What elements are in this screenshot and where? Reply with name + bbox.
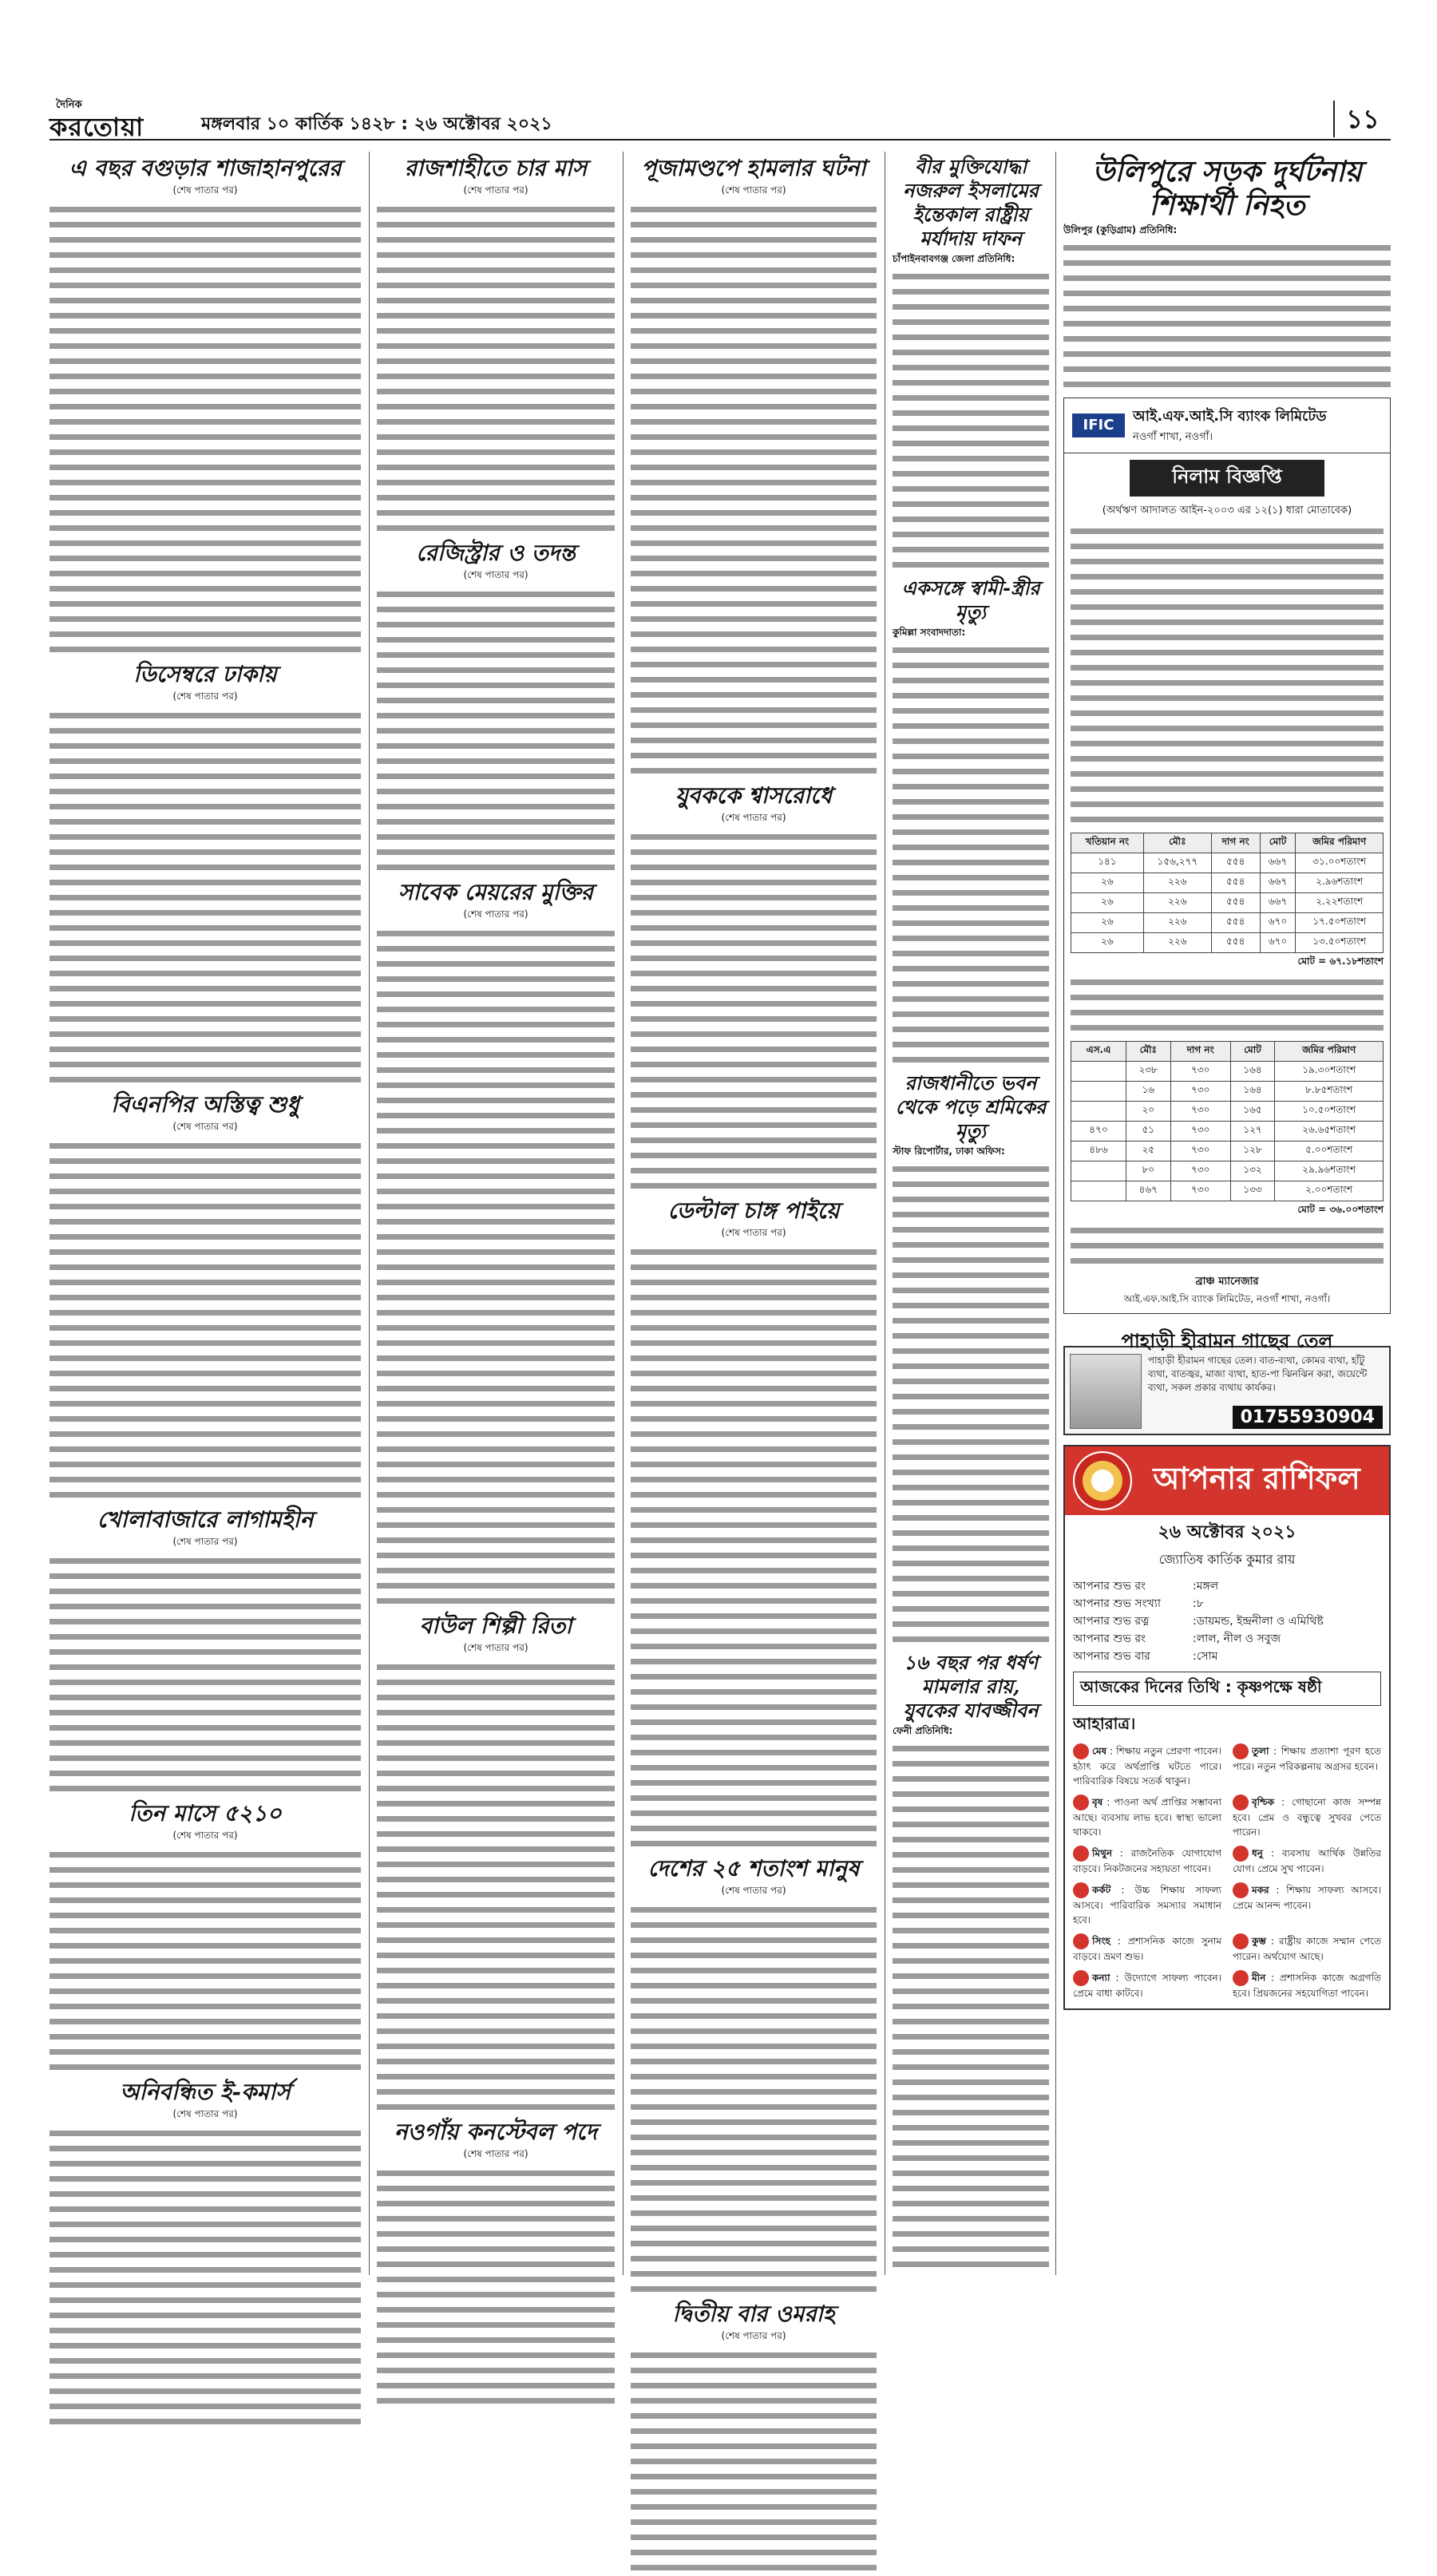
- bank-branch: নওগাঁ শাখা, নওগাঁ।: [1133, 431, 1213, 443]
- headline: রাজশাহীতে চার মাস: [404, 155, 588, 181]
- lucky-item-value: ডায়মন্ড, ইন্দ্রনীলা ও এমিথিষ্ট: [1196, 1615, 1324, 1628]
- table-cell: ২৬: [1071, 893, 1144, 913]
- zodiac-symbol-icon: [1073, 1743, 1089, 1759]
- table-total: মোট = ৬৭.১৮শতাংশ: [1297, 956, 1384, 967]
- table-cell: ৫৫৪: [1211, 933, 1260, 953]
- lucky-item-row: আপনার শুভ রং : মঙ্গল: [1073, 1577, 1381, 1595]
- page-header: [49, 99, 1391, 142]
- oil-advertisement: [1063, 1330, 1391, 1435]
- article-body: [631, 1245, 877, 1852]
- zodiac-sign: মিথুন : রাজনৈতিক যোগাযোগ বাড়বে। নিকটজনের সহায়তা পাবেন।: [1073, 1846, 1221, 1876]
- article-body: [377, 1660, 615, 2115]
- lucky-item-row: আপনার শুভ রত্ন : ডায়মন্ড, ইন্দ্রনীলা ও এমিথিষ্ট: [1073, 1612, 1381, 1630]
- table-cell: ১০.৫০শতাংশ: [1275, 1102, 1384, 1122]
- table-cell: ২২৬: [1143, 873, 1211, 893]
- zodiac-sign: তুলা : শিক্ষায় প্রত্যাশা পূরণ হতে পারে। নতুন পরিকল্পনায় অগ্রসর হবেন।: [1233, 1743, 1381, 1788]
- zodiac-name: মিথুন: [1092, 1847, 1113, 1859]
- table-cell: ৫১: [1126, 1122, 1170, 1142]
- headline: নওগাঁয় কনস্টেবল পদে: [394, 2119, 598, 2145]
- article-body: [377, 2166, 615, 2409]
- lucky-item-row: আপনার শুভ বার : সোম: [1073, 1648, 1381, 1665]
- article-body: [631, 203, 877, 779]
- advertiser-photo: [1070, 1354, 1142, 1429]
- zodiac-sign: ধনু : ব্যবসায় আর্থিক উন্নতির যোগ। প্রেমে সুখ পাবেন।: [1233, 1846, 1381, 1876]
- lucky-item-label: আপনার শুভ বার: [1073, 1650, 1150, 1663]
- table-header-cell: জমির পরিমাণ: [1296, 833, 1384, 853]
- zodiac-sign: বৃষ : পাওনা অর্থ প্রাপ্তির সম্ভাবনা আছে। ব্যবসায় লাভ হবে। স্বাস্থ্য ভালো থাকবে।: [1073, 1794, 1221, 1839]
- horoscope-date: ২৬ অক্টোবর ২০২১: [1158, 1522, 1296, 1542]
- table-cell: ২২৬: [1143, 913, 1211, 933]
- article-body: [49, 203, 361, 658]
- zodiac-symbol-icon: [1233, 1970, 1249, 1986]
- article-body: [1063, 241, 1391, 393]
- signatory: ব্রাঞ্চ ম্যানেজার: [1195, 1276, 1259, 1288]
- table-cell: ১২৭: [1230, 1122, 1275, 1142]
- headline: অনিবন্ধিত ই-কমার্স: [120, 2079, 291, 2105]
- table-cell: ২.৯৬শতাংশ: [1296, 873, 1384, 893]
- headline: এ বছর বগুড়ার শাজাহানপুরের: [69, 155, 342, 181]
- zodiac-symbol-icon: [1233, 1846, 1249, 1862]
- continuation-note: (শেষ পাতার পর): [721, 1885, 786, 1896]
- ahara-heading: আহারাত্র।: [1073, 1714, 1136, 1733]
- headline: পূজামণ্ডপে হামলার ঘটনা: [641, 155, 866, 181]
- issue-date: মঙ্গলবার ১০ কার্তিক ১৪২৮ : ২৬ অক্টোবর ২০২১: [201, 114, 552, 134]
- notice-body: [1064, 524, 1390, 828]
- table-row: [1071, 1122, 1384, 1142]
- table-cell: ৫৫৪: [1211, 913, 1260, 933]
- zodiac-name: ধনু: [1252, 1847, 1263, 1859]
- zodiac-sign: সিংহ : প্রশাসনিক কাজে সুনাম বাড়বে। ভ্রমণ শুভ।: [1073, 1933, 1221, 1964]
- zodiac-text: গোছানো কাজ সম্পন্ন হবে। প্রেম ও বন্ধুত্বে সুখবর পেতে পারেন।: [1233, 1796, 1381, 1838]
- table-cell: ২৬: [1071, 873, 1144, 893]
- bank-brand: [1064, 398, 1390, 453]
- table-row: [1071, 913, 1384, 933]
- zodiac-name: বৃশ্চিক: [1252, 1796, 1275, 1808]
- zodiac-wheel-icon: [1073, 1451, 1132, 1510]
- table-cell: ২৫: [1126, 1142, 1170, 1161]
- column-4: [893, 152, 1049, 2275]
- zodiac-text: প্রশাসনিক কাজে সুনাম বাড়বে। ভ্রমণ শুভ।: [1073, 1935, 1221, 1962]
- lucky-item-row: আপনার শুভ সংখ্যা : ৮: [1073, 1595, 1381, 1612]
- zodiac-symbol-icon: [1073, 1970, 1089, 1986]
- table-header-cell: খতিয়ান নং: [1071, 833, 1144, 853]
- headline: বিএনপির অস্তিত্ব শুধু: [111, 1091, 299, 1118]
- table-row: [1071, 1062, 1384, 1082]
- property-table: [1071, 833, 1384, 953]
- headline: বাউল শিল্পী রিতা: [419, 1612, 572, 1639]
- headline: ডেল্টাল চাঙ্গ পাইয়ে: [667, 1197, 840, 1224]
- schedule-2: [1064, 1036, 1390, 1224]
- table-cell: ১২৮: [1230, 1142, 1275, 1161]
- table-row: [1071, 933, 1384, 953]
- table-cell: ৭৩০: [1170, 1142, 1230, 1161]
- auction-act: (অর্থঋণ আদালত আইন-২০০৩ এর ১২(১) ধারা মোতাবেক): [1102, 505, 1352, 516]
- column-divider: [1055, 152, 1056, 2275]
- zodiac-symbol-icon: [1073, 1794, 1089, 1810]
- table-cell: ১৭.৫০শতাংশ: [1296, 913, 1384, 933]
- table-cell: ৫৫৪: [1211, 893, 1260, 913]
- table-cell: ৪৭০: [1071, 1122, 1126, 1142]
- article-body: [893, 1162, 1049, 1648]
- table-cell: ২৬: [1071, 913, 1144, 933]
- horoscope-title: আপনার রাশিফল: [1153, 1461, 1360, 1496]
- headline: দেশের ২৫ শতাংশ মানুষ: [647, 1855, 860, 1882]
- table-header-cell: মোট: [1260, 833, 1296, 853]
- bank-name: আই.এফ.আই.সি ব্যাংক লিমিটেড: [1133, 408, 1327, 425]
- table-header-cell: মৌঃ: [1143, 833, 1211, 853]
- article-body: [631, 2348, 877, 2576]
- zodiac-text: শিক্ষায় প্রত্যাশা পূরণ হতে পারে। নতুন পরিকল্পনায় অগ্রসর হবেন।: [1233, 1745, 1381, 1772]
- table-row: [1071, 1082, 1384, 1102]
- zodiac-name: মকর: [1252, 1884, 1269, 1896]
- ad-title: পাহাড়ী হীরামন গাছের তেল: [1121, 1330, 1333, 1352]
- continuation-note: (শেষ পাতার পর): [721, 812, 786, 823]
- table-cell: ২২৬: [1143, 893, 1211, 913]
- headline: খোলাবাজারে লাগামহীন: [97, 1506, 314, 1533]
- table-cell: ২০: [1126, 1102, 1170, 1122]
- table-cell: ২৯.৯৬শতাংশ: [1275, 1161, 1384, 1181]
- lucky-items: [1065, 1577, 1389, 1665]
- table-cell: ৬৬৭: [1260, 873, 1296, 893]
- article-body: [893, 1742, 1049, 2273]
- zodiac-sign: কর্কট : উচ্চ শিক্ষায় সাফল্য আসবে। পারিবারিক সমস্যার সমাধান হবে।: [1073, 1882, 1221, 1927]
- lucky-item-value: লাল, নীল ও সবুজ: [1196, 1632, 1281, 1645]
- table-header-cell: মোট: [1230, 1042, 1275, 1062]
- zodiac-name: সিংহ: [1092, 1935, 1110, 1947]
- table-row: [1071, 1142, 1384, 1161]
- table-cell: ৭৩০: [1170, 1062, 1230, 1082]
- table-row: [1071, 1161, 1384, 1181]
- byline: স্টাফ রিপোর্টার, ঢাকা অফিস:: [893, 1146, 1005, 1157]
- newspaper-logo: [49, 97, 177, 140]
- column-2: [377, 152, 615, 2275]
- table-cell: ২.২২শতাংশ: [1296, 893, 1384, 913]
- zodiac-sign: বৃশ্চিক : গোছানো কাজ সম্পন্ন হবে। প্রেম ও বন্ধুত্বে সুখবর পেতে পারেন।: [1233, 1794, 1381, 1839]
- zodiac-symbol-icon: [1233, 1794, 1249, 1810]
- zodiac-symbol-icon: [1073, 1846, 1089, 1862]
- table-cell: ৩১.০০শতাংশ: [1296, 853, 1384, 873]
- page-number: ১১: [1333, 101, 1391, 137]
- zodiac-name: বৃষ: [1092, 1796, 1103, 1808]
- continuation-note: (শেষ পাতার পর): [463, 908, 528, 920]
- table-cell: ২৩৮: [1126, 1062, 1170, 1082]
- byline: চাঁপাইনবাবগঞ্জ জেলা প্রতিনিধি:: [893, 253, 1015, 264]
- article-body: [893, 270, 1049, 573]
- table-cell: [1071, 1062, 1126, 1082]
- lucky-item-value: সোম: [1196, 1650, 1218, 1663]
- table-cell: ১৪১: [1071, 853, 1144, 873]
- article-body: [49, 1139, 361, 1503]
- article-body: [377, 588, 615, 876]
- table-cell: ১৬৪: [1230, 1062, 1275, 1082]
- logo-name: করতোয়া: [49, 112, 144, 142]
- article-body: [49, 1554, 361, 1797]
- table-cell: ৫৫৪: [1211, 853, 1260, 873]
- table-cell: ২২৬: [1143, 933, 1211, 953]
- zodiac-symbol-icon: [1233, 1882, 1249, 1898]
- lucky-item-label: আপনার শুভ সংখ্যা: [1073, 1597, 1161, 1610]
- headline: রেজিস্ট্রার ও তদন্ত: [416, 540, 576, 566]
- continuation-note: (শেষ পাতার পর): [172, 1536, 238, 1547]
- table-row: [1071, 873, 1384, 893]
- zodiac-text: প্রশাসনিক কাজে অগ্রগতি হবে। প্রিয়জনের সহযোগিতা পাবেন।: [1233, 1972, 1382, 1999]
- table-cell: ১৩.৫০শতাংশ: [1296, 933, 1384, 953]
- table-cell: [1071, 1102, 1126, 1122]
- table-row: [1071, 1181, 1384, 1201]
- zodiac-symbol-icon: [1233, 1743, 1249, 1759]
- table-cell: [1071, 1161, 1126, 1181]
- notice-body: [1064, 975, 1390, 1036]
- table-cell: ৬৬৭: [1260, 893, 1296, 913]
- headline: রাজধানীতে ভবন থেকে পড়ে শ্রমিকের মৃত্যু: [895, 1071, 1047, 1142]
- zodiac-sign: মকর : শিক্ষায় সাফল্য আসবে। প্রেমে আনন্দ পাবেন।: [1233, 1882, 1381, 1927]
- continuation-note: (শেষ পাতার পর): [721, 184, 786, 196]
- continuation-note: (শেষ পাতার পর): [463, 569, 528, 580]
- continuation-note: (শেষ পাতার পর): [172, 2108, 238, 2119]
- continuation-note: (শেষ পাতার পর): [172, 184, 238, 196]
- table-cell: ৬৭০: [1260, 913, 1296, 933]
- table-cell: ৬৬৭: [1260, 853, 1296, 873]
- table-cell: ১৬৫: [1230, 1102, 1275, 1122]
- zodiac-symbol-icon: [1073, 1933, 1089, 1949]
- byline: ফেনী প্রতিনিধি:: [893, 1725, 953, 1736]
- headline: উলিপুরে সড়ক দুর্ঘটনায় শিক্ষার্থী নিহত: [1092, 155, 1362, 222]
- lucky-item-label: আপনার শুভ রং: [1073, 1580, 1146, 1593]
- astrologer-name: জ্যোতিষ কার্তিক কুমার রায়: [1158, 1552, 1296, 1567]
- article-body: [49, 709, 361, 1088]
- zodiac-text: রাষ্ট্রীয় কাজে সম্মান পেতে পারেন। অর্থযোগ আছে।: [1233, 1935, 1381, 1962]
- lucky-item-label: আপনার শুভ রং: [1073, 1632, 1146, 1645]
- zodiac-name: কন্যা: [1092, 1972, 1110, 1984]
- table-cell: [1071, 1181, 1126, 1201]
- headline: ডিসেম্বরে ঢাকায়: [133, 661, 277, 687]
- zodiac-sign: কুম্ভ : রাষ্ট্রীয় কাজে সম্মান পেতে পারেন। অর্থযোগ আছে।: [1233, 1933, 1381, 1964]
- table-cell: ২.০০শতাংশ: [1275, 1181, 1384, 1201]
- property-table: [1071, 1041, 1384, 1201]
- article-body: [49, 2127, 361, 2430]
- table-row: [1071, 1102, 1384, 1122]
- table-header-cell: জমির পরিমাণ: [1275, 1042, 1384, 1062]
- continuation-note: (শেষ পাতার পর): [172, 1121, 238, 1132]
- byline: উলিপুর (কুড়িগ্রাম) প্রতিনিধি:: [1063, 224, 1178, 235]
- continuation-note: (শেষ পাতার পর): [463, 184, 528, 196]
- zodiac-text: পাওনা অর্থ প্রাপ্তির সম্ভাবনা আছে। ব্যবসায় লাভ হবে। স্বাস্থ্য ভালো থাকবে।: [1073, 1796, 1221, 1838]
- headline: ১৬ বছর পর ধর্ষণ মামলার রায়, যুবকের যাবজ্জীবন: [903, 1651, 1039, 1722]
- zodiac-text: রাজনৈতিক যোগাযোগ বাড়বে। নিকটজনের সহায়তা পাবেন।: [1073, 1847, 1222, 1874]
- continuation-note: (শেষ পাতার পর): [721, 1227, 786, 1238]
- bank-logo: IFIC: [1072, 414, 1125, 437]
- article-body: [49, 1848, 361, 2075]
- table-cell: ৭৩০: [1170, 1082, 1230, 1102]
- logo-prefix: দৈনিক: [56, 99, 82, 111]
- continuation-note: (শেষ পাতার পর): [172, 690, 238, 702]
- auction-title: নিলাম বিজ্ঞপ্তি: [1130, 460, 1325, 497]
- continuation-note: (শেষ পাতার পর): [721, 2330, 786, 2341]
- horoscope-section: [1063, 1445, 1391, 2010]
- article-body: [893, 643, 1049, 1068]
- table-row: [1071, 893, 1384, 913]
- zodiac-text: ব্যবসায় আর্থিক উন্নতির যোগ। প্রেমে সুখ পাবেন।: [1233, 1847, 1381, 1874]
- table-cell: ৪৬৭: [1126, 1181, 1170, 1201]
- table-cell: ৫.০০শতাংশ: [1275, 1142, 1384, 1161]
- table-cell: ৭৩০: [1170, 1122, 1230, 1142]
- table-cell: ২৬: [1071, 933, 1144, 953]
- lucky-item-value: ৮: [1196, 1597, 1204, 1610]
- table-cell: ১৬৪: [1230, 1082, 1275, 1102]
- table-total: মোট = ৩৬.০০শতাংশ: [1297, 1204, 1384, 1215]
- lucky-item-label: আপনার শুভ রত্ন: [1073, 1615, 1150, 1628]
- article-body: [377, 203, 615, 536]
- table-row: [1071, 853, 1384, 873]
- lucky-item-row: আপনার শুভ রং : লাল, নীল ও সবুজ: [1073, 1630, 1381, 1648]
- column-3: [631, 152, 877, 2341]
- zodiac-name: তুলা: [1252, 1745, 1269, 1757]
- signatory-bank: আই.এফ.আই.সি ব্যাংক লিমিটেড, নওগাঁ শাখা, নওগাঁ।: [1123, 1293, 1331, 1304]
- table-cell: ১৬: [1126, 1082, 1170, 1102]
- table-header-cell: মৌঃ: [1126, 1042, 1170, 1062]
- table-cell: ১৫৬,২৭৭: [1143, 853, 1211, 873]
- zodiac-symbol-icon: [1073, 1882, 1089, 1898]
- table-cell: ৫৫৪: [1211, 873, 1260, 893]
- zodiac-name: মেষ: [1092, 1745, 1107, 1757]
- zodiac-sign: কন্যা : উদ্যোগে সাফল্য পাবেন। প্রেমে বাধা কাটবে।: [1073, 1970, 1221, 2000]
- lucky-item-value: মঙ্গল: [1196, 1580, 1219, 1593]
- table-cell: ১৯.৩০শতাংশ: [1275, 1062, 1384, 1082]
- headline: যুবককে শ্বাসরোধে: [675, 782, 833, 809]
- article-body: [631, 1903, 877, 2297]
- zodiac-name: কুম্ভ: [1252, 1935, 1266, 1947]
- table-cell: ১৩২: [1230, 1161, 1275, 1181]
- column-5: [1063, 152, 1391, 2275]
- zodiac-text: উদ্যোগে সাফল্য পাবেন। প্রেমে বাধা কাটবে।: [1073, 1972, 1221, 1999]
- table-cell: ৬৭০: [1260, 933, 1296, 953]
- headline: দ্বিতীয় বার ওমরাহ: [672, 2301, 835, 2327]
- zodiac-symbol-icon: [1233, 1933, 1249, 1949]
- byline: কুমিল্লা সংবাদদাতা:: [893, 627, 966, 638]
- horoscope-banner: [1065, 1446, 1389, 1515]
- table-cell: ৭৩০: [1170, 1161, 1230, 1181]
- continuation-note: (শেষ পাতার পর): [463, 1642, 528, 1653]
- zodiac-name: কর্কট: [1092, 1884, 1111, 1896]
- ad-phone: 01755930904: [1233, 1406, 1383, 1429]
- table-cell: ৭৩০: [1170, 1181, 1230, 1201]
- continuation-note: (শেষ পাতার পর): [172, 1830, 238, 1841]
- table-cell: ২৬.৬৫শতাংশ: [1275, 1122, 1384, 1142]
- continuation-note: (শেষ পাতার পর): [463, 2148, 528, 2159]
- table-cell: [1071, 1082, 1126, 1102]
- column-1: [49, 152, 361, 2275]
- zodiac-text: উচ্চ শিক্ষায় সাফল্য আসবে। পারিবারিক সমস্যার সমাধান হবে।: [1073, 1884, 1221, 1925]
- zodiac-grid: [1065, 1743, 1389, 2008]
- tithi-box: আজকের দিনের তিথি : কৃষ্ণপক্ষে ষষ্ঠী: [1073, 1672, 1381, 1706]
- headline: তিন মাসে ৫২১০: [129, 1800, 282, 1826]
- zodiac-text: শিক্ষায় সাফল্য আসবে। প্রেমে আনন্দ পাবেন।: [1233, 1884, 1381, 1911]
- article-body: [631, 830, 877, 1194]
- column-divider: [369, 152, 370, 2275]
- headline: সাবেক মেয়রের মুক্তির: [398, 879, 594, 905]
- table-header-cell: দাগ নং: [1170, 1042, 1230, 1062]
- table-cell: ৭৩০: [1170, 1102, 1230, 1122]
- table-cell: ৪৮৬: [1071, 1142, 1126, 1161]
- notice-body: [1064, 1224, 1390, 1269]
- table-cell: ৮০: [1126, 1161, 1170, 1181]
- zodiac-sign: মীন : প্রশাসনিক কাজে অগ্রগতি হবে। প্রিয়জনের সহযোগিতা পাবেন।: [1233, 1970, 1381, 2000]
- zodiac-sign: মেষ : শিক্ষায় নতুন প্রেরণা পাবেন। হঠাৎ করে অর্থপ্রাপ্তি ঘটতে পারে। পারিবারিক বিষয়ে সতর্ক থাকুন।: [1073, 1743, 1221, 1788]
- headline: বীর মুক্তিযোদ্ধা নজরুল ইসলামের ইন্তেকাল রাষ্ট্রীয় মর্যাদায় দাফন: [903, 155, 1039, 250]
- schedule-1: [1064, 828, 1390, 975]
- table-cell: ৮.৮৫শতাংশ: [1275, 1082, 1384, 1102]
- table-cell: ১৩৩: [1230, 1181, 1275, 1201]
- headline: একসঙ্গে স্বামী-স্ত্রীর মৃত্যু: [901, 576, 1040, 623]
- table-header-cell: এস.এ: [1071, 1042, 1126, 1062]
- zodiac-text: শিক্ষায় নতুন প্রেরণা পাবেন। হঠাৎ করে অর্থপ্রাপ্তি ঘটতে পারে। পারিবারিক বিষয়ে সতর্ক থাকুন।: [1073, 1745, 1221, 1787]
- table-header-cell: দাগ নং: [1211, 833, 1260, 853]
- zodiac-name: মীন: [1252, 1972, 1266, 1984]
- article-body: [377, 927, 615, 1609]
- ad-description: পাহাড়ী হীরামন গাছের তেল। বাত-ব্যথা, কোমর ব্যথা, হাঁটু ব্যথা, বাতজ্বর, মাজা ব্যথা, হাত-পা ঝিনঝিন করা, জয়েন্টে ব্যথা, সকল প্রকার ব্যথায় কার্যকর।: [1148, 1355, 1368, 1393]
- auction-notice: [1063, 398, 1391, 1314]
